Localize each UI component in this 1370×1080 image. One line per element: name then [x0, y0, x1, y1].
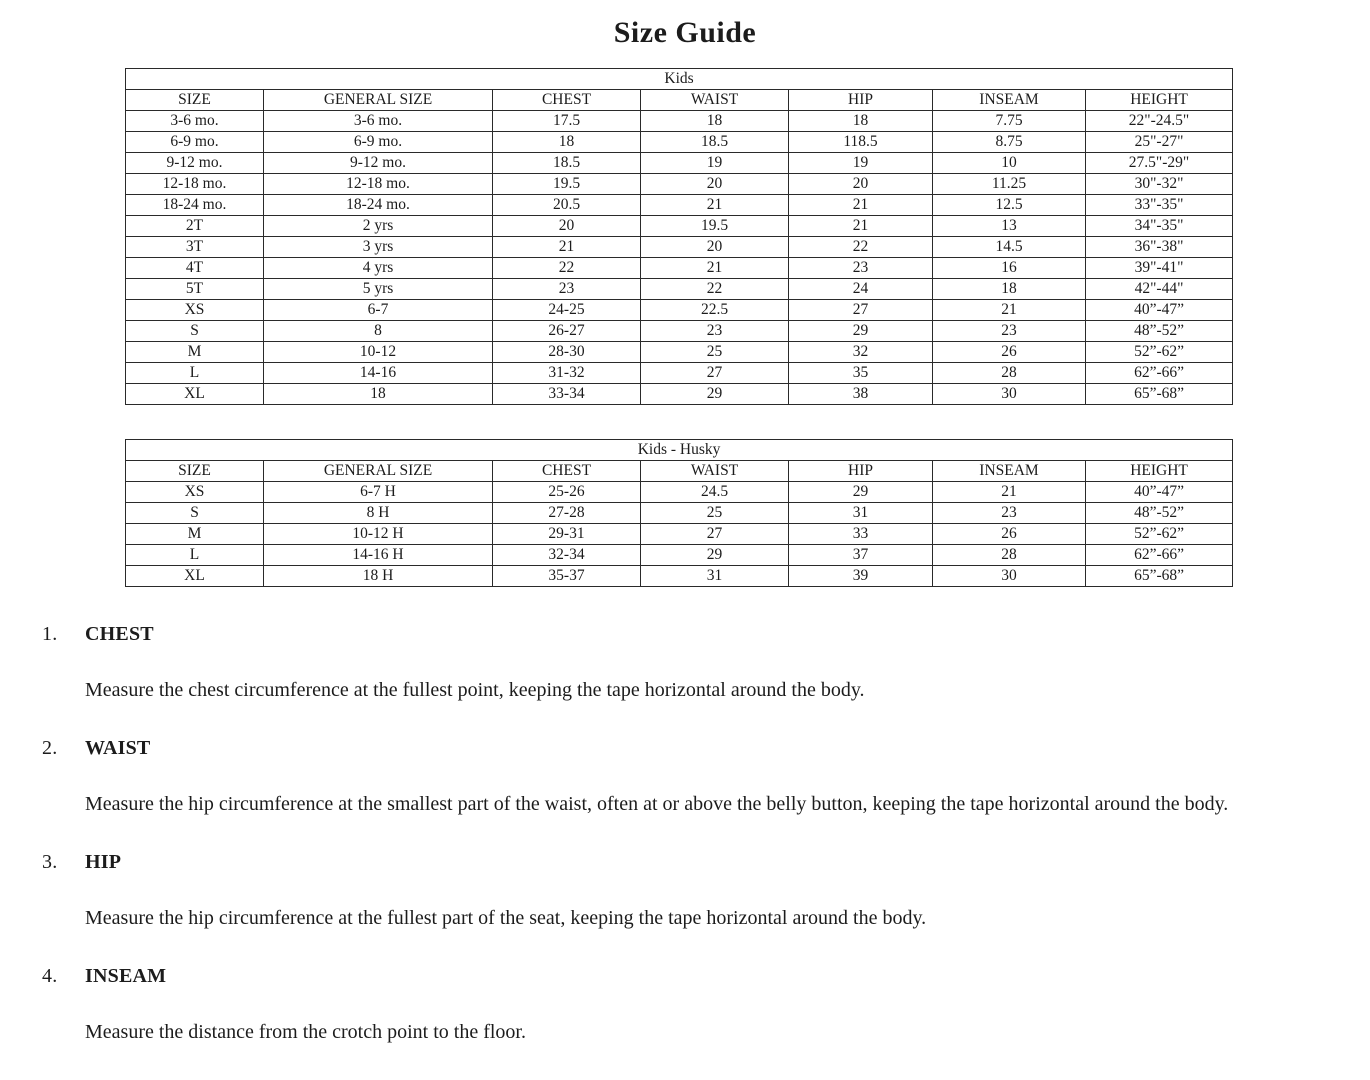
column-header: HEIGHT	[1086, 461, 1233, 482]
table-cell: XL	[126, 384, 264, 405]
table-cell: 22.5	[641, 300, 789, 321]
table-caption-row	[126, 69, 1233, 90]
table-row	[126, 300, 1233, 321]
table-cell: 27	[641, 524, 789, 545]
table-cell: 21	[933, 300, 1086, 321]
table-cell: 25	[641, 342, 789, 363]
column-header: HEIGHT	[1086, 90, 1233, 111]
table-cell: 42"-44"	[1086, 279, 1233, 300]
table-cell: 24-25	[493, 300, 641, 321]
table-cell: 29	[789, 482, 933, 503]
table-cell: 23	[933, 503, 1086, 524]
table-cell: 20	[641, 237, 789, 258]
table-cell: 62”-66”	[1086, 545, 1233, 566]
table-cell: 19.5	[641, 216, 789, 237]
table-cell: 52”-62”	[1086, 342, 1233, 363]
table-cell: 20	[641, 174, 789, 195]
table-cell: 18-24 mo.	[264, 195, 493, 216]
table-cell: 10	[933, 153, 1086, 174]
table-cell: 22	[641, 279, 789, 300]
section-heading	[42, 963, 1362, 989]
table-cell: 3-6 mo.	[264, 111, 493, 132]
table-row	[126, 279, 1233, 300]
table-cell: 14.5	[933, 237, 1086, 258]
column-header: SIZE	[126, 461, 264, 482]
table-cell: 30"-32"	[1086, 174, 1233, 195]
section-number: 2.	[42, 737, 58, 759]
table-cell: 29	[789, 321, 933, 342]
table-cell: 18.5	[493, 153, 641, 174]
section-heading-label: WAIST	[85, 737, 151, 759]
table-cell: 8.75	[933, 132, 1086, 153]
table-cell: 14-16 H	[264, 545, 493, 566]
table-row	[126, 482, 1233, 503]
table-cell: XS	[126, 482, 264, 503]
table-row	[126, 153, 1233, 174]
table-cell: 48”-52”	[1086, 321, 1233, 342]
table-cell: M	[126, 524, 264, 545]
table-cell: 7.75	[933, 111, 1086, 132]
table-cell: 18	[789, 111, 933, 132]
column-header: WAIST	[641, 90, 789, 111]
table-cell: 22"-24.5"	[1086, 111, 1233, 132]
table-cell: 27-28	[493, 503, 641, 524]
table-cell: 4 yrs	[264, 258, 493, 279]
column-header: GENERAL SIZE	[264, 461, 493, 482]
section-chest	[42, 621, 1362, 703]
column-header: INSEAM	[933, 461, 1086, 482]
table-cell: 39	[789, 566, 933, 587]
table-cell: 27	[789, 300, 933, 321]
table-cell: 6-9 mo.	[126, 132, 264, 153]
table-cell: 21	[789, 195, 933, 216]
kids-husky-size-table	[125, 439, 1233, 587]
table-row	[126, 132, 1233, 153]
table-row	[126, 384, 1233, 405]
table-cell: 21	[789, 216, 933, 237]
table-cell: 8 H	[264, 503, 493, 524]
table-cell: 2 yrs	[264, 216, 493, 237]
table-caption: Kids - Husky	[126, 440, 1233, 461]
table-cell: 28-30	[493, 342, 641, 363]
table-cell: 16	[933, 258, 1086, 279]
size-guide-document	[0, 14, 1370, 1080]
table-cell: 28	[933, 545, 1086, 566]
measurement-instructions	[0, 621, 1370, 1045]
table-cell: 5T	[126, 279, 264, 300]
table-header-row	[126, 461, 1233, 482]
table-row	[126, 195, 1233, 216]
table-cell: 18	[933, 279, 1086, 300]
table-cell: 65”-68”	[1086, 566, 1233, 587]
table-cell: 36"-38"	[1086, 237, 1233, 258]
table-cell: L	[126, 363, 264, 384]
table-caption-row	[126, 440, 1233, 461]
table-cell: 10-12 H	[264, 524, 493, 545]
table-cell: S	[126, 321, 264, 342]
table-cell: 18.5	[641, 132, 789, 153]
column-header: INSEAM	[933, 90, 1086, 111]
table-cell: 14-16	[264, 363, 493, 384]
table-cell: 62”-66”	[1086, 363, 1233, 384]
table-cell: 20.5	[493, 195, 641, 216]
section-heading-label: CHEST	[85, 623, 154, 645]
table-cell: 118.5	[789, 132, 933, 153]
table-cell: 24	[789, 279, 933, 300]
table-cell: XL	[126, 566, 264, 587]
table-cell: 25"-27"	[1086, 132, 1233, 153]
table-cell: 34"-35"	[1086, 216, 1233, 237]
table-cell: 12-18 mo.	[126, 174, 264, 195]
table-cell: 8	[264, 321, 493, 342]
table-cell: 35-37	[493, 566, 641, 587]
table-cell: 22	[789, 237, 933, 258]
column-header: HIP	[789, 461, 933, 482]
table-cell: 21	[641, 195, 789, 216]
table-row	[126, 237, 1233, 258]
table-cell: 26	[933, 342, 1086, 363]
table-cell: L	[126, 545, 264, 566]
column-header: SIZE	[126, 90, 264, 111]
table-cell: 19	[789, 153, 933, 174]
section-heading	[42, 621, 1362, 647]
table-cell: 17.5	[493, 111, 641, 132]
table-caption: Kids	[126, 69, 1233, 90]
section-number: 1.	[42, 623, 58, 645]
table-cell: 40”-47”	[1086, 300, 1233, 321]
table-cell: 26	[933, 524, 1086, 545]
table-cell: 40”-47”	[1086, 482, 1233, 503]
table-cell: 18-24 mo.	[126, 195, 264, 216]
table-row	[126, 216, 1233, 237]
table-cell: 25	[641, 503, 789, 524]
table-cell: 22	[493, 258, 641, 279]
section-hip	[42, 849, 1362, 931]
table-cell: 3T	[126, 237, 264, 258]
kids-size-table	[125, 68, 1233, 405]
table-cell: 21	[493, 237, 641, 258]
section-heading-label: HIP	[85, 851, 122, 873]
table-cell: 23	[641, 321, 789, 342]
table-cell: 33-34	[493, 384, 641, 405]
page-title: Size Guide	[613, 16, 757, 49]
section-heading	[42, 735, 1362, 761]
table-cell: 37	[789, 545, 933, 566]
table-cell: 26-27	[493, 321, 641, 342]
table-cell: 23	[493, 279, 641, 300]
table-cell: 20	[493, 216, 641, 237]
table-header-row	[126, 90, 1233, 111]
table-cell: 65”-68”	[1086, 384, 1233, 405]
table-row	[126, 174, 1233, 195]
section-body: Measure the distance from the crotch point to the floor.	[85, 1021, 526, 1043]
table-cell: 2T	[126, 216, 264, 237]
table-cell: 3 yrs	[264, 237, 493, 258]
table-row	[126, 524, 1233, 545]
table-cell: 33	[789, 524, 933, 545]
table-row	[126, 342, 1233, 363]
table-cell: 39"-41"	[1086, 258, 1233, 279]
section-body: Measure the hip circumference at the fullest part of the seat, keeping the tape horizontal around the body.	[85, 907, 927, 929]
table-cell: 6-7	[264, 300, 493, 321]
table-cell: 29	[641, 384, 789, 405]
table-cell: 27.5"-29"	[1086, 153, 1233, 174]
table-cell: 10-12	[264, 342, 493, 363]
section-number: 3.	[42, 851, 58, 873]
table-cell: 52”-62”	[1086, 524, 1233, 545]
table-cell: 5 yrs	[264, 279, 493, 300]
table-cell: 31	[641, 566, 789, 587]
section-inseam	[42, 963, 1362, 1045]
table-cell: 31-32	[493, 363, 641, 384]
column-header: CHEST	[493, 90, 641, 111]
table-cell: 24.5	[641, 482, 789, 503]
table-cell: 35	[789, 363, 933, 384]
table-cell: XS	[126, 300, 264, 321]
table-cell: M	[126, 342, 264, 363]
table-cell: 18 H	[264, 566, 493, 587]
column-header: GENERAL SIZE	[264, 90, 493, 111]
table-cell: 28	[933, 363, 1086, 384]
table-row	[126, 566, 1233, 587]
table-cell: 23	[933, 321, 1086, 342]
table-cell: 38	[789, 384, 933, 405]
table-row	[126, 258, 1233, 279]
table-cell: 30	[933, 384, 1086, 405]
table-cell: 20	[789, 174, 933, 195]
table-cell: 13	[933, 216, 1086, 237]
section-number: 4.	[42, 965, 58, 987]
table-cell: 31	[789, 503, 933, 524]
table-cell: 30	[933, 566, 1086, 587]
table-cell: 19	[641, 153, 789, 174]
table-cell: 29-31	[493, 524, 641, 545]
table-row	[126, 503, 1233, 524]
column-header: CHEST	[493, 461, 641, 482]
table-cell: 6-7 H	[264, 482, 493, 503]
section-heading-label: INSEAM	[85, 965, 167, 987]
table-row	[126, 321, 1233, 342]
table-cell: 33"-35"	[1086, 195, 1233, 216]
table-cell: 3-6 mo.	[126, 111, 264, 132]
table-cell: 21	[641, 258, 789, 279]
table-cell: 9-12 mo.	[264, 153, 493, 174]
table-cell: 11.25	[933, 174, 1086, 195]
column-header: HIP	[789, 90, 933, 111]
table-cell: 32-34	[493, 545, 641, 566]
table-cell: 12-18 mo.	[264, 174, 493, 195]
table-row	[126, 545, 1233, 566]
table-cell: 29	[641, 545, 789, 566]
table-row	[126, 363, 1233, 384]
section-body: Measure the chest circumference at the fullest point, keeping the tape horizontal around the body.	[85, 679, 865, 701]
table-cell: 18	[493, 132, 641, 153]
table-cell: 6-9 mo.	[264, 132, 493, 153]
section-waist	[42, 735, 1362, 817]
table-cell: 18	[641, 111, 789, 132]
table-cell: 23	[789, 258, 933, 279]
table-cell: 9-12 mo.	[126, 153, 264, 174]
table-cell: S	[126, 503, 264, 524]
table-cell: 4T	[126, 258, 264, 279]
section-heading	[42, 849, 1362, 875]
table-cell: 12.5	[933, 195, 1086, 216]
table-cell: 21	[933, 482, 1086, 503]
table-row	[126, 111, 1233, 132]
section-body: Measure the hip circumference at the smallest part of the waist, often at or above the belly button, keeping the tape horizontal around the body.	[85, 793, 1229, 815]
table-cell: 25-26	[493, 482, 641, 503]
column-header: WAIST	[641, 461, 789, 482]
table-cell: 27	[641, 363, 789, 384]
table-cell: 19.5	[493, 174, 641, 195]
table-cell: 48”-52”	[1086, 503, 1233, 524]
table-cell: 32	[789, 342, 933, 363]
table-cell: 18	[264, 384, 493, 405]
